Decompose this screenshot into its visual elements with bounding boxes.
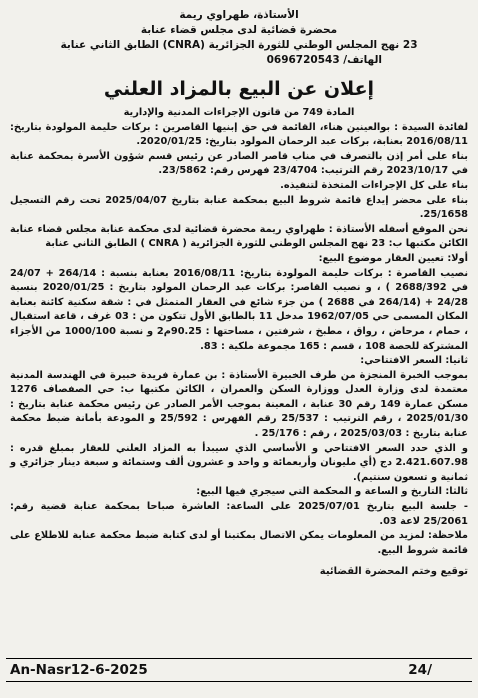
price-paragraph: و الذي حدد السعر الافتتاحي و الأساسي الذي سيبدأ به المزاد العلني للعقار بمبلغ قدره : 2.421.607.98 دج (أي مليونان وأربعمائة و واحد و عشرون ألف وستمائة و سبعة دينار جزائري و ثمانية و تسعون سنتيم). bbox=[10, 442, 468, 483]
newspaper-reference: An-Nasr12-6-2025 bbox=[10, 662, 148, 678]
note-paragraph: ملاحظة: لمزيد من المعلومات يمكن الاتصال بمكتبنا أو لدى كتابة ضبط محكمة عنابة للاطلاع على قائمة شروط البيع. bbox=[10, 530, 468, 556]
office-phone: الهاتف/ 0696720543 bbox=[266, 54, 382, 66]
office-address: 23 نهج المجلس الوطني للثورة الجزائرية (CNRA) الطابق الثاني عنابة bbox=[60, 39, 418, 51]
deposit-paragraph: بناء على محضر إيداع قائمة شروط البيع بمحكمة عنابة بتاريخ 2025/04/07 تحت رقم التسجيل 25/1658. bbox=[10, 194, 469, 221]
announcement-title: إعلان عن البيع بالمزاد العلني bbox=[103, 78, 375, 100]
section-session-heading: ثالثا: التاريخ و الساعة و المحكمة التي سيجري فيها البيع: bbox=[196, 486, 468, 498]
procedures-paragraph: بناء على كل الإجراءات المتخذة لتنفيذه. bbox=[280, 179, 468, 191]
legal-article: المادة 749 من قانون الإجراءات المدنية والإدارية bbox=[123, 107, 355, 118]
bailiff-paragraph: نحن الموقع أسفله الأستاذة : طهراوي ريمة محضرة قضائية لدى محكمة عنابة مجلس قضاء عنابة الكائن مكتبها ب: 23 نهج المجلس الوطني للثورة الجزائرية ( CNRA ) الطابق الثاني عنابة bbox=[10, 223, 468, 250]
property-description: نصيب القاصرة : بركات حليمة المولودة بتاريخ: 2016/08/11 بعنابة بنسبة : 264/14 + 24/07 في 2688/392 ) ، و نصيب القاصر: بركات عبد الرحمان المولود بتاريخ : 2020/01/25 بنسبة 24/28 + (264/14 في 2688 ) من جزء شائع في العقار المتمثل في : شقة سكنية كائنة بعنابة المكان المسمى حي 1962/07/05 مدخل 11 بالطابق الأول تتكون من : 03 غرف ، قاعة استقبال ، حمام ، مرحاض ، رواق ، مطبخ ، شرفتين ، مساحتها : 90.25م2 و نسبة 1000/100 من الأجزاء المشتركة للحصة 108 ، قسم : 165 مجموعة ملكية : 83. bbox=[10, 267, 469, 352]
court-order-paragraph: بناء على أمر إذن بالتصرف في مناب قاصر الصادر عن رئيس قسم شؤون الأسرة بمحكمة عنابة في 2023/10/17 رقم الترتيب: 23/4704 فهرس رقم: 23/5862. bbox=[10, 150, 468, 177]
session-paragraph: - جلسة البيع بتاريخ 2025/07/01 على الساعة: العاشرة صباحا بمحكمة عنابة قضية رقم: 25/2061 لاعة 03. bbox=[10, 501, 468, 527]
bailiff-title: محضرة قضائية لدى مجلس قضاء عنابة bbox=[140, 24, 338, 36]
section-property-heading: أولا: تعيين العقار موضوع البيع: bbox=[318, 252, 468, 264]
announcement-body bbox=[10, 106, 468, 558]
page-number: 24/ bbox=[408, 662, 432, 678]
footer-bar bbox=[6, 658, 472, 682]
beneficiary-paragraph: لفائدة السيدة : بوالعينين هناء، القائمة في حق إبنيها القاصرين : بركات حليمة المولودة بتاريخ: 2016/08/11 بعنابة، بركات عبد الرحمان المولود بتاريخ: 2020/01/25. bbox=[10, 121, 468, 148]
signature-line: توقيع وختم المحضرة القضائية bbox=[319, 566, 468, 578]
bailiff-name: الأستاذة، طهراوي ريمة bbox=[179, 9, 299, 21]
section-price-heading: ثانيا: السعر الافتتاحي: bbox=[360, 355, 468, 367]
expertise-paragraph: بموجب الخبرة المنجزة من طرف الخبيرة الأستاذة : بن عمارة فريدة خبيرة في الهندسة المدنية معتمدة لدى وزارة العدل ووزارة السكن والعمران ، الكائن مكتبها ب: حي الصفصاف 1276 مسكن عمارة 149 رقم 30 عنابة ، المعينة بموجب الأمر الصادر عن رئيس محكمة عنابة بتاريخ : 2025/01/30 ، رقم الترتيب : 25/537 رقم الفهرس : 25/592 و المودعة بأمانة ضبط محكمة عنابة بتاريخ : 2025/03/03 ، رقم : 25/176 . bbox=[10, 369, 469, 440]
header bbox=[10, 8, 468, 68]
